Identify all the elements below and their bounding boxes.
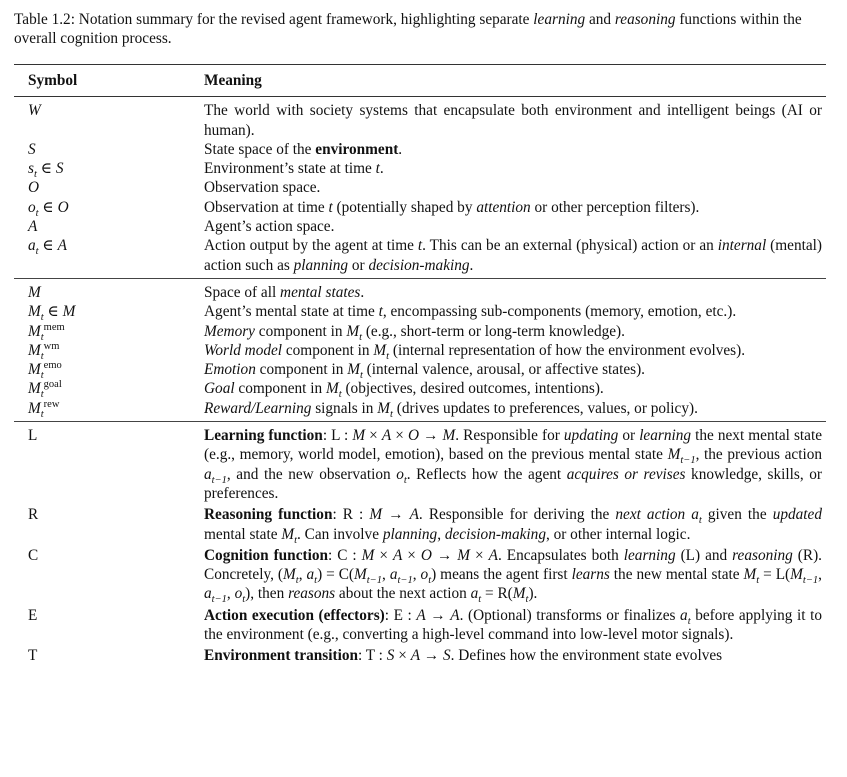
table-row bbox=[14, 379, 826, 398]
table-row bbox=[14, 546, 826, 606]
text-run: ) = C( bbox=[317, 566, 355, 584]
math-symbol: O bbox=[407, 427, 420, 445]
math-symbol: a bbox=[204, 465, 212, 483]
text-run: = R( bbox=[481, 585, 513, 603]
math-script: t bbox=[295, 575, 299, 587]
math-symbol: S bbox=[28, 140, 36, 158]
math-symbol: M bbox=[28, 341, 41, 359]
table-row bbox=[14, 399, 826, 422]
notation-group bbox=[14, 97, 826, 279]
emphasis-text: reasoning bbox=[614, 11, 676, 28]
emphasis-text: planning bbox=[382, 525, 438, 543]
symbol-cell bbox=[14, 360, 204, 382]
text-run: (L) and bbox=[675, 546, 733, 564]
math-symbol: M bbox=[346, 322, 360, 340]
text-run: , encompassing sub-components (memory, emotion, etc.). bbox=[382, 303, 737, 321]
symbol-cell bbox=[14, 140, 204, 159]
math-symbol: A bbox=[392, 546, 403, 564]
text-run: → bbox=[382, 506, 410, 524]
text-run: . Responsible for bbox=[455, 427, 564, 445]
text-run: , or other internal logic. bbox=[545, 525, 691, 543]
text-run: component in bbox=[254, 322, 347, 340]
symbol-cell bbox=[14, 546, 204, 606]
text-run: Action output by the agent at time bbox=[204, 237, 418, 255]
bold-term: environment bbox=[315, 140, 399, 158]
emphasis-text: Goal bbox=[204, 380, 235, 398]
emphasis-text: learning bbox=[623, 546, 676, 564]
math-script: t bbox=[40, 408, 44, 420]
text-run: , bbox=[298, 566, 307, 584]
meaning-cell bbox=[204, 341, 826, 360]
meaning-cell bbox=[204, 379, 826, 401]
emphasis-text: reasons bbox=[288, 585, 336, 603]
meaning-cell bbox=[204, 646, 826, 668]
text-run: , bbox=[382, 566, 390, 584]
text-run: ), then bbox=[245, 585, 289, 603]
meaning-cell bbox=[204, 422, 826, 506]
math-script: t bbox=[338, 389, 342, 401]
math-symbol: M bbox=[28, 283, 41, 301]
text-run: R bbox=[28, 506, 39, 524]
emphasis-text: Memory bbox=[204, 322, 255, 340]
meaning-cell bbox=[204, 302, 826, 321]
table-row bbox=[14, 217, 826, 236]
math-script: rew bbox=[43, 398, 60, 410]
text-run: component in bbox=[234, 380, 326, 398]
emphasis-text: learns bbox=[571, 566, 610, 584]
text-run: Table 1.2: Notation summary for the revised agent framework, highlighting separate bbox=[14, 11, 534, 28]
math-symbol: M bbox=[442, 427, 456, 445]
text-run: Environment’s state at time bbox=[204, 160, 376, 178]
symbol-cell bbox=[14, 505, 204, 546]
text-run: the new mental state bbox=[609, 566, 744, 584]
emphasis-text: decision-making bbox=[444, 525, 546, 543]
math-symbol: M bbox=[352, 427, 366, 445]
math-script: t bbox=[40, 370, 44, 382]
math-script: t bbox=[525, 594, 529, 606]
text-run: . Can involve bbox=[296, 525, 383, 543]
emphasis-text: mental states bbox=[280, 283, 361, 301]
text-run: (internal valence, arousal, or affective states). bbox=[362, 361, 646, 379]
math-symbol: a bbox=[389, 566, 398, 584]
symbol-cell bbox=[14, 302, 204, 324]
text-run: Observation space. bbox=[204, 179, 321, 197]
symbol-cell bbox=[14, 399, 204, 422]
emphasis-text: attention bbox=[476, 198, 531, 216]
math-symbol: M bbox=[28, 380, 41, 398]
table-row bbox=[14, 198, 826, 217]
text-run: C bbox=[28, 546, 39, 564]
text-run: ). bbox=[528, 585, 538, 603]
emphasis-text: learning bbox=[639, 427, 692, 445]
meaning-cell bbox=[204, 178, 826, 197]
text-run: : L : bbox=[322, 427, 353, 445]
math-symbol: M bbox=[743, 566, 757, 584]
meaning-cell bbox=[204, 140, 826, 159]
text-run: . Encapsulates both bbox=[497, 546, 624, 564]
math-symbol: M bbox=[325, 380, 339, 398]
meaning-cell bbox=[204, 159, 826, 178]
text-run: → bbox=[419, 427, 443, 445]
column-header-meaning: Meaning bbox=[204, 72, 262, 89]
text-run: knowledge, skills, or preferences. bbox=[204, 465, 822, 502]
math-symbol: A bbox=[488, 546, 498, 564]
math-symbol: A bbox=[57, 237, 67, 255]
text-run: , bbox=[412, 566, 421, 584]
text-run: . bbox=[469, 256, 474, 274]
meaning-cell bbox=[204, 217, 826, 236]
text-run: (internal representation of how the environment evolves). bbox=[389, 341, 746, 359]
table-row bbox=[14, 140, 826, 159]
text-run: before applying it to the environment (e.g., converting a high-level command into low-level motor signals). bbox=[204, 606, 822, 644]
math-script: wm bbox=[43, 340, 60, 352]
math-script: t bbox=[756, 575, 760, 587]
math-symbol: t bbox=[328, 198, 333, 216]
text-run: (potentially shaped by bbox=[332, 198, 477, 216]
text-run: T bbox=[28, 647, 38, 665]
emphasis-text: next action bbox=[615, 506, 686, 524]
symbol-cell bbox=[14, 217, 204, 236]
text-run: The world with society systems that encapsulate both environment and intelligent beings (AI or human). bbox=[204, 102, 822, 139]
math-symbol: A bbox=[28, 218, 38, 236]
text-run: and bbox=[585, 11, 615, 28]
text-run: , and the new observation bbox=[226, 465, 397, 483]
text-run: , the previous action bbox=[695, 446, 822, 464]
text-run: functions within the overall cognition process. bbox=[14, 11, 802, 47]
table-caption bbox=[14, 10, 834, 48]
math-symbol: M bbox=[377, 399, 390, 417]
text-run: × bbox=[374, 546, 393, 564]
math-symbol: a bbox=[28, 237, 36, 255]
math-symbol: O bbox=[57, 198, 69, 216]
text-run: . bbox=[379, 160, 384, 178]
symbol-cell bbox=[14, 606, 204, 647]
math-symbol: W bbox=[28, 102, 41, 120]
symbol-cell bbox=[14, 97, 204, 140]
math-symbol: M bbox=[28, 399, 41, 417]
emphasis-text: internal bbox=[717, 237, 767, 255]
notation-table bbox=[14, 64, 826, 669]
table-row bbox=[14, 159, 826, 178]
emphasis-text: Emotion bbox=[204, 361, 256, 379]
math-symbol: M bbox=[790, 566, 803, 584]
bold-term: Environment transition bbox=[204, 647, 358, 665]
text-run: mental state bbox=[204, 525, 282, 543]
math-symbol: M bbox=[62, 303, 76, 321]
table-row bbox=[14, 646, 826, 668]
math-symbol: M bbox=[373, 341, 387, 359]
math-symbol: M bbox=[283, 566, 296, 584]
math-symbol: M bbox=[347, 361, 360, 379]
text-run: . bbox=[398, 140, 403, 158]
text-run: component in bbox=[282, 341, 374, 359]
math-script: t bbox=[40, 389, 44, 401]
text-run: E bbox=[28, 606, 38, 624]
math-script: t−1 bbox=[802, 575, 819, 587]
math-script: t−1 bbox=[211, 474, 227, 486]
symbol-cell bbox=[14, 379, 204, 401]
math-symbol: A bbox=[416, 606, 426, 624]
math-symbol: a bbox=[680, 606, 688, 624]
math-symbol: M bbox=[28, 303, 41, 321]
math-symbol: a bbox=[306, 566, 315, 584]
emphasis-text: World model bbox=[204, 341, 283, 359]
text-run: Observation at time bbox=[204, 198, 329, 216]
math-symbol: M bbox=[667, 446, 681, 464]
text-run: State space of the bbox=[204, 140, 316, 158]
math-symbol: A bbox=[410, 647, 421, 665]
math-symbol: s bbox=[28, 160, 34, 178]
meaning-cell bbox=[204, 322, 826, 341]
math-symbol: t bbox=[417, 237, 423, 255]
math-symbol: t bbox=[378, 303, 383, 321]
math-symbol: M bbox=[369, 506, 383, 524]
table-row bbox=[14, 178, 826, 197]
math-symbol: O bbox=[28, 179, 40, 197]
math-script: t bbox=[359, 370, 363, 382]
math-script: mem bbox=[43, 321, 65, 333]
bold-term: Learning function bbox=[204, 427, 323, 445]
symbol-cell bbox=[14, 322, 204, 341]
math-script: goal bbox=[43, 379, 62, 391]
math-symbol: t bbox=[375, 160, 380, 178]
table-header-row bbox=[14, 65, 826, 97]
notation-group bbox=[14, 422, 826, 669]
math-symbol: M bbox=[457, 546, 470, 564]
text-run: given the bbox=[701, 506, 773, 524]
math-script: t−1 bbox=[680, 455, 696, 467]
math-symbol: o bbox=[396, 465, 404, 483]
math-script: t bbox=[386, 350, 390, 362]
math-script: t bbox=[242, 594, 246, 606]
math-symbol: S bbox=[443, 647, 451, 665]
table-row bbox=[14, 322, 826, 341]
text-run: = L( bbox=[759, 566, 791, 584]
text-run: signals in bbox=[311, 399, 378, 417]
math-script: t bbox=[40, 312, 44, 324]
math-symbol: M bbox=[28, 361, 41, 379]
meaning-cell bbox=[204, 198, 826, 217]
math-script: t−1 bbox=[366, 575, 383, 587]
text-run: ∈ bbox=[38, 198, 58, 216]
math-symbol: S bbox=[55, 160, 64, 178]
symbol-cell bbox=[14, 178, 204, 197]
text-run: (objectives, desired outcomes, intentions). bbox=[341, 380, 604, 398]
math-script: t bbox=[478, 594, 482, 606]
math-script: t−1 bbox=[397, 575, 413, 587]
math-script: t bbox=[40, 350, 44, 362]
text-run: component in bbox=[255, 361, 348, 379]
symbol-cell bbox=[14, 646, 204, 668]
text-run: . Responsible for deriving the bbox=[418, 506, 616, 524]
text-run: Agent’s action space. bbox=[204, 218, 335, 236]
math-symbol: S bbox=[386, 647, 395, 665]
meaning-cell bbox=[204, 278, 826, 302]
meaning-cell bbox=[204, 546, 826, 606]
math-symbol: M bbox=[512, 585, 526, 603]
meaning-cell bbox=[204, 97, 826, 140]
math-symbol: M bbox=[361, 546, 375, 564]
text-run: . (Optional) transforms or finalizes bbox=[459, 606, 681, 624]
math-script: t−1 bbox=[211, 594, 227, 606]
math-symbol: O bbox=[420, 546, 432, 564]
math-script: t bbox=[33, 169, 37, 181]
emphasis-text: updating bbox=[563, 427, 619, 445]
symbol-cell bbox=[14, 198, 204, 217]
math-symbol: A bbox=[409, 506, 419, 524]
text-run: (mental) action such as bbox=[204, 237, 822, 274]
text-run: or bbox=[618, 427, 640, 445]
column-header-symbol: Symbol bbox=[28, 72, 78, 89]
symbol-cell bbox=[14, 159, 204, 181]
table-row bbox=[14, 341, 826, 360]
math-symbol: a bbox=[691, 506, 699, 524]
text-run: : C : bbox=[327, 546, 362, 564]
text-run: (e.g., short-term or long-term knowledge). bbox=[362, 322, 625, 340]
symbol-cell bbox=[14, 278, 204, 302]
math-symbol: a bbox=[204, 585, 212, 603]
symbol-cell bbox=[14, 422, 204, 506]
math-script: t bbox=[35, 207, 39, 219]
math-script: t bbox=[687, 615, 691, 627]
text-run: the next mental state (e.g., memory, world model, emotion), based on the previous mental state bbox=[204, 427, 822, 464]
math-script: t bbox=[294, 534, 297, 546]
meaning-cell bbox=[204, 399, 826, 422]
math-symbol: o bbox=[28, 198, 36, 216]
text-run: or bbox=[348, 256, 369, 274]
text-run: × bbox=[391, 427, 408, 445]
math-script: t bbox=[403, 474, 407, 486]
table-row bbox=[14, 360, 826, 379]
text-run: : E : bbox=[384, 606, 417, 624]
meaning-cell bbox=[204, 360, 826, 382]
text-run: . Reflects how the agent bbox=[406, 465, 567, 483]
math-symbol: M bbox=[28, 322, 41, 340]
text-run: (R). Concretely, ( bbox=[204, 546, 822, 584]
bold-term: Reasoning function bbox=[204, 506, 333, 524]
text-run: L bbox=[28, 427, 38, 445]
math-script: t bbox=[390, 408, 393, 420]
text-run: × bbox=[402, 546, 421, 564]
notation-group bbox=[14, 278, 826, 421]
bold-term: Action execution (effectors) bbox=[204, 606, 385, 624]
meaning-cell bbox=[204, 606, 826, 647]
emphasis-text: decision-making bbox=[368, 256, 470, 274]
text-run: → bbox=[420, 647, 443, 665]
math-symbol: a bbox=[470, 585, 479, 603]
math-script: t bbox=[314, 575, 318, 587]
text-run: ∈ bbox=[43, 303, 63, 321]
text-run: → bbox=[431, 546, 458, 564]
text-run: . This can be an external (physical) action or an bbox=[422, 237, 718, 255]
table-row bbox=[14, 606, 826, 647]
table-row bbox=[14, 302, 826, 321]
math-symbol: M bbox=[354, 566, 367, 584]
text-run: , bbox=[437, 525, 445, 543]
text-run: : T : bbox=[357, 647, 387, 665]
text-run: about the next action bbox=[335, 585, 471, 603]
bold-term: Cognition function bbox=[204, 546, 328, 564]
text-run: . bbox=[360, 283, 365, 301]
text-run: → bbox=[425, 606, 451, 624]
emphasis-text: acquires or revises bbox=[566, 465, 686, 483]
text-run: × bbox=[365, 427, 382, 445]
math-script: t bbox=[40, 331, 44, 343]
emphasis-text: Reward/Learning bbox=[204, 399, 312, 417]
text-run: ∈ bbox=[38, 237, 58, 255]
table-row bbox=[14, 505, 826, 546]
emphasis-text: learning bbox=[533, 11, 586, 28]
emphasis-text: reasoning bbox=[732, 546, 793, 564]
text-run: × bbox=[470, 546, 489, 564]
symbol-cell bbox=[14, 341, 204, 360]
text-run: Agent’s mental state at time bbox=[204, 303, 379, 321]
text-run: × bbox=[394, 647, 411, 665]
table-row bbox=[14, 278, 826, 302]
math-script: t bbox=[35, 246, 39, 258]
math-script: t bbox=[428, 575, 432, 587]
math-symbol: o bbox=[234, 585, 243, 603]
text-run: or other perception filters). bbox=[530, 198, 700, 216]
text-run: , bbox=[818, 566, 822, 584]
table-row bbox=[14, 97, 826, 140]
table-row bbox=[14, 422, 826, 506]
emphasis-text: planning bbox=[293, 256, 349, 274]
text-run: (drives updates to preferences, values, or policy). bbox=[392, 399, 698, 417]
math-script: t bbox=[698, 515, 702, 527]
math-script: t bbox=[359, 331, 362, 343]
math-symbol: A bbox=[381, 427, 392, 445]
meaning-cell bbox=[204, 236, 826, 278]
emphasis-text: updated bbox=[772, 506, 822, 524]
text-run: Space of all bbox=[204, 283, 281, 301]
meaning-cell bbox=[204, 505, 826, 546]
math-symbol: M bbox=[281, 525, 295, 543]
table-row bbox=[14, 236, 826, 278]
symbol-cell bbox=[14, 236, 204, 278]
text-run: ∈ bbox=[36, 160, 56, 178]
text-run: , bbox=[226, 585, 235, 603]
math-script: emo bbox=[43, 360, 62, 372]
math-symbol: A bbox=[450, 606, 460, 624]
text-run: ) means the agent first bbox=[431, 566, 572, 584]
text-run: : R : bbox=[332, 506, 370, 524]
math-symbol: o bbox=[420, 566, 429, 584]
text-run: . Defines how the environment state evolves bbox=[450, 647, 723, 665]
